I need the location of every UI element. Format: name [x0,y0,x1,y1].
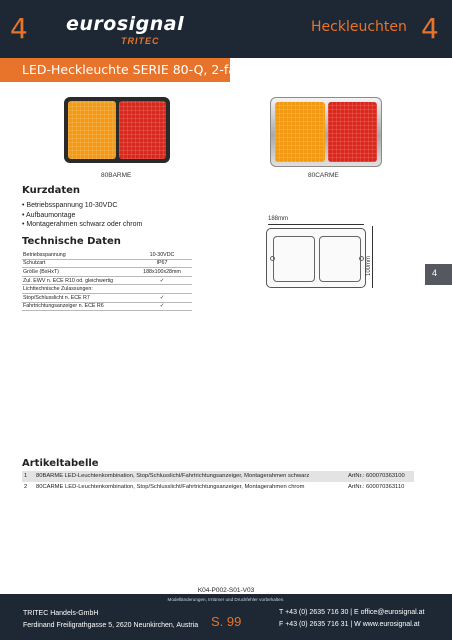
chapter-side-tab [425,264,452,285]
spec-label: Betriebsspannung [22,251,131,259]
dimension-width-label: 188mm [268,216,289,222]
article-description: 80BARME LED-Leuchtenkombination, Stop/Schlusslicht/Fahrtrichtungsanzeiger, Montagerahmen schwarz [34,471,346,482]
kurzdaten-list [22,201,142,230]
article-artnr: ArtNr.: 600070363100 [346,471,414,482]
document-code: K04-P002-S01-V03 [197,587,255,594]
contact-phone-email: T +43 (0) 2635 716 30 | E office@eurosignal.at [279,609,425,616]
table-row [22,293,192,302]
spec-label: Fahrtrichtungsanzeiger n. ECE R6 [22,302,131,311]
chapter-number-right: 4 [421,12,439,45]
list-item: • Montagerahmen schwarz oder chrom [22,220,142,230]
article-artnr: ArtNr.: 600070363110 [348,483,405,490]
article-number: 2 [24,483,28,490]
spec-value: ✓ [131,293,192,302]
product-label-1: 80BARME [101,172,132,179]
dimension-width-line [268,224,364,225]
table-row [22,285,192,294]
spec-table [22,251,192,311]
dimension-height-line [372,226,373,288]
spec-label: Zul. EWV n. ECE R10 od. gleichwertig [22,276,131,285]
product-title: LED-Heckleuchte SERIE 80-Q, 2-fach [22,62,251,77]
drawing-chamber [273,236,315,282]
table-row [22,259,192,268]
table-row [22,251,192,259]
page-header [0,0,452,58]
article-number: 1 [22,471,34,482]
amber-lens [68,101,116,159]
list-item: • Aufbaumontage [22,211,142,221]
spec-label: Schutzart [22,259,131,268]
table-row [22,276,192,285]
product-title-bar [0,58,251,82]
chapter-number-left: 4 [10,12,28,45]
kurzdaten-heading: Kurzdaten [22,185,81,196]
page-number: S. 99 [211,614,242,629]
page-footer [0,594,452,640]
table-row [22,482,414,493]
spec-value: ✓ [131,276,192,285]
table-row [22,471,414,482]
mounting-hole [270,256,275,261]
contact-fax-web: F +43 (0) 2635 716 31 | W www.eurosignal.at [279,621,420,628]
list-item: • Betriebsspannung 10-30VDC [22,201,142,211]
category-title: Heckleuchten [311,19,407,35]
spec-value: IP67 [131,259,192,268]
article-description: 80CARME LED-Leuchtenkombination, Stop/Schlusslicht/Fahrtrichtungsanzeiger, Montagerahmen chrom [36,483,305,490]
technical-drawing [266,228,366,288]
article-table [22,471,414,492]
table-row [22,302,192,311]
product-image-80carme [270,97,382,167]
spec-value: 188x100x28mm [131,268,192,277]
product-label-2: 80CARME [308,172,339,179]
spec-value: ✓ [131,302,192,311]
disclaimer: Modelländerungen, Irrtümer und Druckfehler vorbehalten. [167,597,285,602]
mounting-hole [359,256,364,261]
artikeltabelle-heading: Artikeltabelle [22,458,99,469]
amber-lens [275,102,325,162]
table-row [22,268,192,277]
spec-value: 10-30VDC [131,251,192,259]
company-name: TRITEC Handels-GmbH [23,610,99,617]
spec-value [131,285,192,294]
drawing-chamber [319,236,361,282]
product-image-80barme [64,97,170,163]
spec-label: Größe (BxHxT) [22,268,131,277]
spec-label: Lichttechnische Zulassungen: [22,285,131,294]
company-address: Ferdinand Freiligrathgasse 5, 2620 Neunkirchen, Austria [23,622,199,629]
technische-daten-heading: Technische Daten [22,236,121,247]
brand-logo: eurosignal [66,13,185,35]
red-lens [119,101,167,159]
chapter-side-tab-label: 4 [432,268,438,278]
spec-label: Stop/Schlusslicht n. ECE R7 [22,293,131,302]
red-lens [328,102,378,162]
dimension-height-label: 100mm [366,255,372,276]
brand-logo-sub: TRITEC [121,36,160,46]
